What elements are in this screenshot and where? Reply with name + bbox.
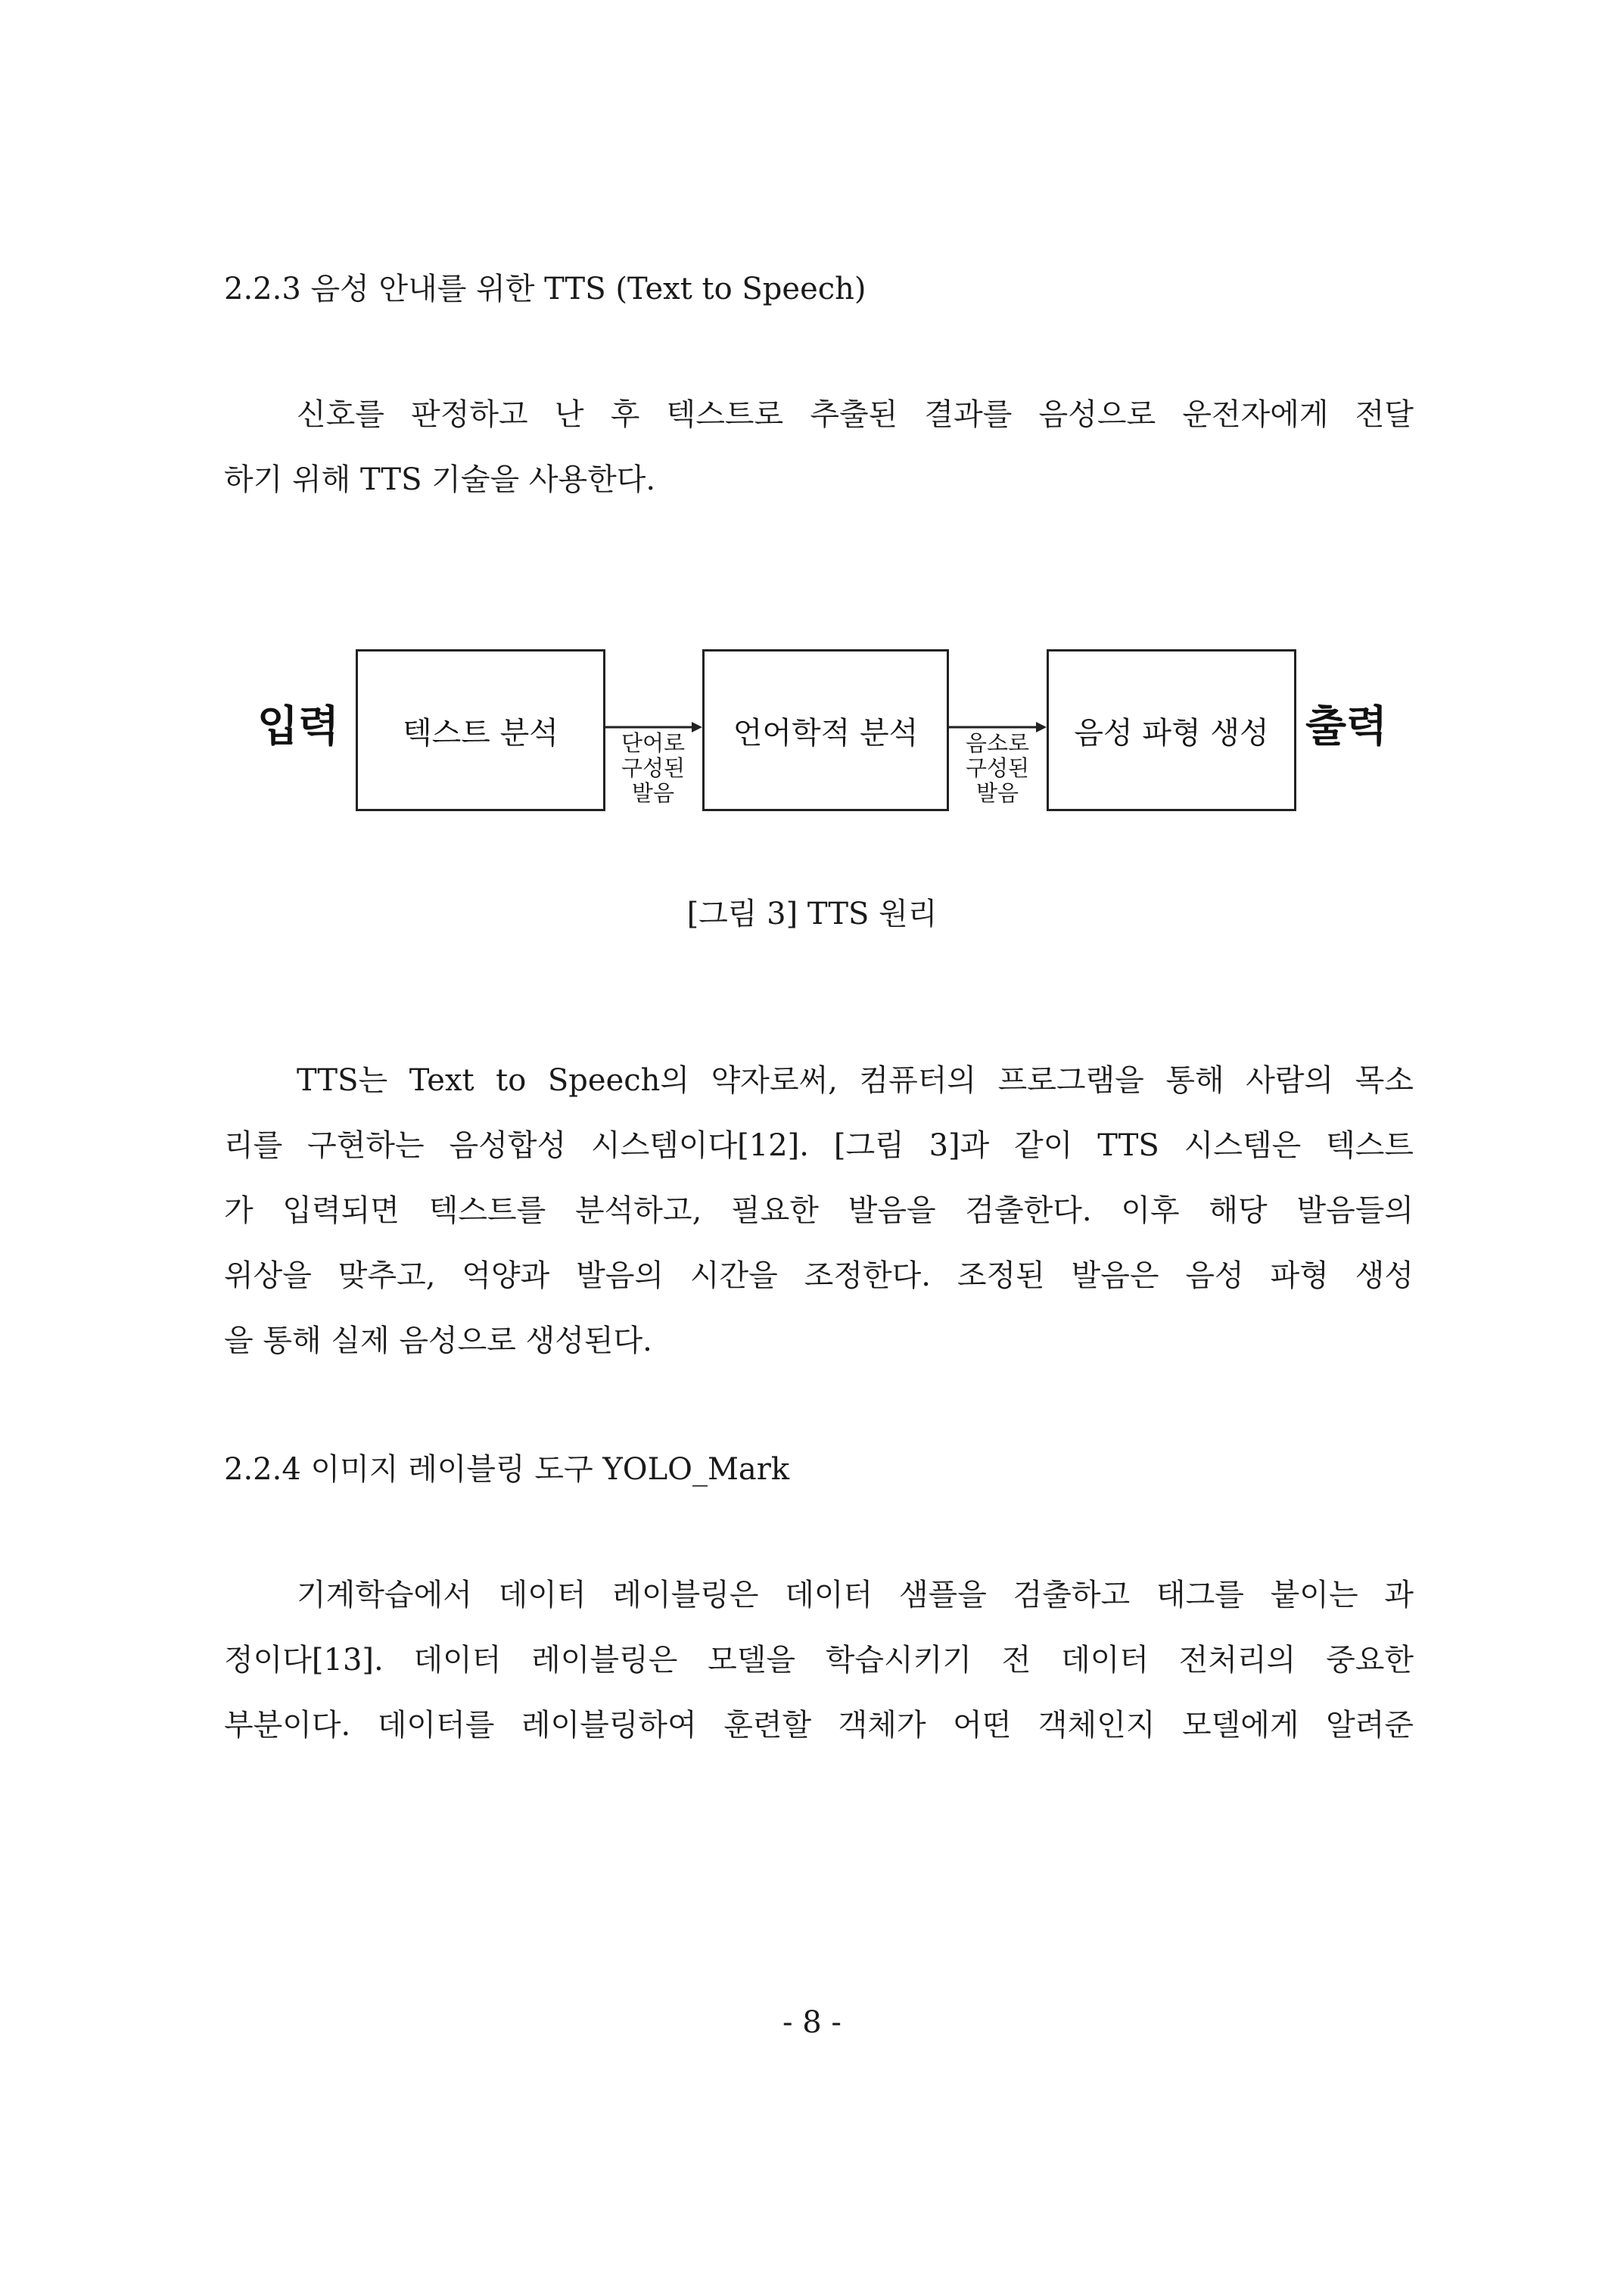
waveform-generation-label: 음성 파형 생성 bbox=[1074, 715, 1269, 751]
arrow-1-label-line: 구성된 bbox=[621, 755, 686, 781]
paragraph-line: 하기 위해 TTS 기술을 사용한다. bbox=[224, 462, 656, 497]
paragraph-line: 정이다[13]. 데이터 레이블링은 모델을 학습시키기 전 데이터 전처리의 중요한 bbox=[224, 1643, 1414, 1678]
paragraph-line: 리를 구현하는 음성합성 시스템이다[12]. [그림 3]과 같이 TTS 시스템은 텍스트 bbox=[224, 1128, 1414, 1163]
linguistic-analysis-label: 언어학적 분석 bbox=[733, 715, 919, 751]
arrow-2-label bbox=[952, 731, 1043, 806]
paragraph-line: 기계학습에서 데이터 레이블링은 데이터 샘플을 검출하고 태그를 붙이는 과 bbox=[297, 1578, 1414, 1612]
paragraph-line: 부분이다. 데이터를 레이블링하여 훈련할 객체가 어떤 객체인지 모델에게 알려준 bbox=[224, 1708, 1414, 1743]
paragraph-line: 가 입력되면 텍스트를 분석하고, 필요한 발음을 검출한다. 이후 해당 발음들의 bbox=[224, 1193, 1414, 1228]
tts-paragraph bbox=[224, 1048, 1414, 1373]
text-analysis-label: 텍스트 분석 bbox=[403, 715, 558, 751]
paragraph-line: TTS는 Text to Speech의 약자로써, 컴퓨터의 프로그램을 통해 사람의 목소 bbox=[297, 1063, 1414, 1098]
arrow-1-label bbox=[608, 731, 698, 806]
tts-diagram bbox=[250, 640, 1400, 829]
arrow-1-label-line: 발음 bbox=[631, 780, 675, 806]
arrow-1-label-line: 단어로 bbox=[621, 730, 686, 756]
page-number: - 8 - bbox=[782, 2005, 842, 2040]
arrow-2-label-line: 음소로 bbox=[965, 730, 1030, 756]
output-label: 출력 bbox=[1305, 702, 1388, 751]
diagram-arrows bbox=[250, 640, 1400, 829]
paragraph-line: 을 통해 실제 음성으로 생성된다. bbox=[224, 1323, 652, 1358]
section-2-2-3-paragraph bbox=[224, 382, 1414, 512]
input-label: 입력 bbox=[257, 702, 340, 751]
arrow-2-label-line: 발음 bbox=[975, 780, 1019, 806]
figure-caption: [그림 3] TTS 원리 bbox=[686, 897, 938, 931]
paragraph-line: 신호를 판정하고 난 후 텍스트로 추출된 결과를 음성으로 운전자에게 전달 bbox=[297, 397, 1414, 432]
paragraph-line: 위상을 맞추고, 억양과 발음의 시간을 조정한다. 조정된 발음은 음성 파형 생성 bbox=[224, 1258, 1414, 1293]
section-2-2-4-heading: 2.2.4 이미지 레이블링 도구 YOLO_Mark bbox=[224, 1452, 790, 1487]
arrow-2-label-line: 구성된 bbox=[965, 755, 1030, 781]
section-2-2-3-heading: 2.2.3 음성 안내를 위한 TTS (Text to Speech) bbox=[224, 272, 866, 306]
section-2-2-4-paragraph bbox=[224, 1563, 1414, 1758]
